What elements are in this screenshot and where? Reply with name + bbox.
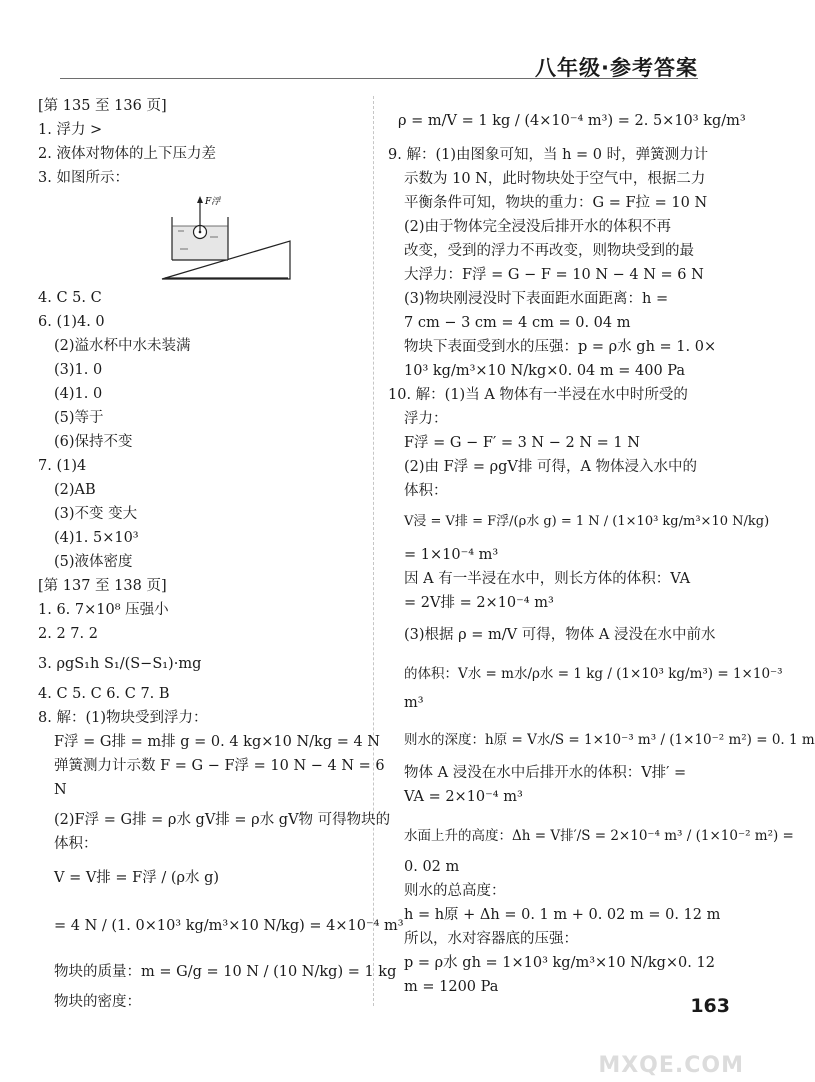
answer-line: 1. 浮力 > (38, 122, 103, 138)
formula-line: 物块的质量：m = G/g = 10 N / (10 N/kg) = 1 kg (54, 964, 397, 980)
formula-line: VA = 2×10⁻⁴ m³ (404, 789, 523, 805)
answer-line: (3)物块刚浸没时下表面距水面距离：h = (404, 291, 669, 307)
answer-line: 则水的总高度： (404, 883, 506, 899)
force-label: F浮 (205, 197, 221, 207)
answer-line: 物块下表面受到水的压强：p = ρ水 gh = 1. 0× (404, 339, 717, 355)
answer-line: 改变，受到的浮力不再改变，则物块受到的最 (404, 243, 694, 259)
answer-line: 体积： (404, 483, 448, 499)
answer-line: N (54, 782, 67, 798)
section-heading: [第 135 至 136 页] (38, 98, 167, 114)
page-number: 163 (690, 995, 730, 1017)
answer-line: 10. 解：(1)当 A 物体有一半浸在水中时所受的 (388, 387, 688, 403)
formula-line: F浮 = G − F′ = 3 N − 2 N = 1 N (404, 435, 640, 451)
formula-line: 水面上升的高度：Δh = V排′/S = 2×10⁻⁴ m³ / (1×10⁻² m²) = (404, 828, 794, 844)
answer-line: 物块的密度： (54, 994, 141, 1010)
answer-line: (2)F浮 = G排 = ρ水 gV排 = ρ水 gV物 可得物块的 (54, 812, 391, 828)
answer-line: 浮力： (404, 411, 448, 427)
answer-line: 2. 2 7. 2 (38, 626, 98, 642)
column-divider (373, 96, 374, 1006)
force-arrow-head (197, 196, 203, 203)
answer-line: 1. 6. 7×10⁸ 压强小 (38, 602, 169, 618)
answer-line: 6. (1)4. 0 (38, 314, 105, 330)
answer-line: 3. 如图所示： (38, 170, 129, 186)
formula-line: m = 1200 Pa (404, 979, 499, 995)
answer-line: (4)1. 5×10³ (54, 530, 139, 546)
formula-line: 0. 02 m (404, 859, 460, 875)
answer-line: (5)液体密度 (54, 554, 133, 570)
header-rule (60, 78, 698, 79)
answer-line: 9. 解：(1)由图象可知，当 h = 0 时，弹簧测力计 (388, 147, 709, 163)
answer-line: (2)AB (54, 482, 96, 498)
formula-line: = 1×10⁻⁴ m³ (404, 547, 499, 563)
formula-line: 则水的深度：h原 = V水/S = 1×10⁻³ m³ / (1×10⁻² m²) = 0. 1 m (404, 732, 815, 748)
answer-line: (2)溢水杯中水未装满 (54, 338, 191, 354)
formula-line: p = ρ水 gh = 1×10³ kg/m³×10 N/kg×0. 12 (404, 955, 715, 971)
header-title: 八年级·参考答案 (535, 56, 698, 80)
answer-line: (5)等于 (54, 410, 104, 426)
answer-line: (2)由 F浮 = ρgV排 可得，A 物体浸入水中的 (404, 459, 698, 475)
answer-line: 2. 液体对物体的上下压力差 (38, 146, 216, 162)
answer-line: 因 A 有一半浸在水中，则长方体的体积：VA (404, 571, 691, 587)
formula-line: = 4 N / (1. 0×10³ kg/m³×10 N/kg) = 4×10⁻⁴ m³ (54, 918, 404, 934)
section-heading: [第 137 至 138 页] (38, 578, 167, 594)
answer-line: (2)由于物体完全浸没后排开水的体积不再 (404, 219, 672, 235)
answer-line: (3)不变 变大 (54, 506, 138, 522)
answer-line: 体积： (54, 836, 98, 852)
answer-line: 10³ kg/m³×10 N/kg×0. 04 m = 400 Pa (404, 363, 686, 379)
answer-line: 8. 解：(1)物块受到浮力： (38, 710, 208, 726)
answer-line: (4)1. 0 (54, 386, 103, 402)
formula-line: V = V排 = F浮 / (ρ水 g) (54, 870, 220, 886)
answer-line: 物体 A 浸没在水中后排开水的体积：V排′ = (404, 765, 687, 781)
buoyancy-diagram (162, 193, 292, 283)
buoyancy-diagram-svg (162, 193, 292, 283)
formula-line: V浸 = V排 = F浮/(ρ水 g) = 1 N / (1×10³ kg/m³×10 N/kg) (404, 514, 770, 529)
answer-line: F浮 = G排 = m排 g = 0. 4 kg×10 N/kg = 4 N (54, 734, 380, 750)
formula-line: 的体积：V水 = m水/ρ水 = 1 kg / (1×10³ kg/m³) = 1×10⁻³ (404, 666, 783, 682)
answer-line: 7 cm − 3 cm = 4 cm = 0. 04 m (404, 315, 631, 331)
answer-line: 7. (1)4 (38, 458, 87, 474)
answer-line: 所以，水对容器底的压强： (404, 931, 578, 947)
answer-line: (3)1. 0 (54, 362, 103, 378)
answer-line: 弹簧测力计示数 F = G − F浮 = 10 N − 4 N = 6 (54, 758, 385, 774)
answer-line: (6)保持不变 (54, 434, 133, 450)
answer-line: 示数为 10 N，此时物块处于空气中，根据二力 (404, 171, 706, 187)
watermark: MXQE.COM (598, 1053, 744, 1078)
answer-line: (3)根据 ρ = m/V 可得，物体 A 浸没在水中前水 (404, 627, 716, 643)
formula-line: = 2V排 = 2×10⁻⁴ m³ (404, 595, 554, 611)
answer-line: 3. ρgS₁h S₁/(S−S₁)·mg (38, 656, 202, 672)
answer-line: 4. C 5. C 6. C 7. B (38, 686, 170, 702)
formula-line: ρ = m/V = 1 kg / (4×10⁻⁴ m³) = 2. 5×10³ kg/m³ (398, 113, 746, 129)
formula-line: m³ (404, 695, 424, 711)
answer-line: 4. C 5. C (38, 290, 102, 306)
answer-line: 大浮力：F浮 = G − F = 10 N − 4 N = 6 N (404, 267, 704, 283)
formula-line: h = h原 + Δh = 0. 1 m + 0. 02 m = 0. 12 m (404, 907, 721, 923)
answer-line: 平衡条件可知，物块的重力：G = F拉 = 10 N (404, 195, 708, 211)
